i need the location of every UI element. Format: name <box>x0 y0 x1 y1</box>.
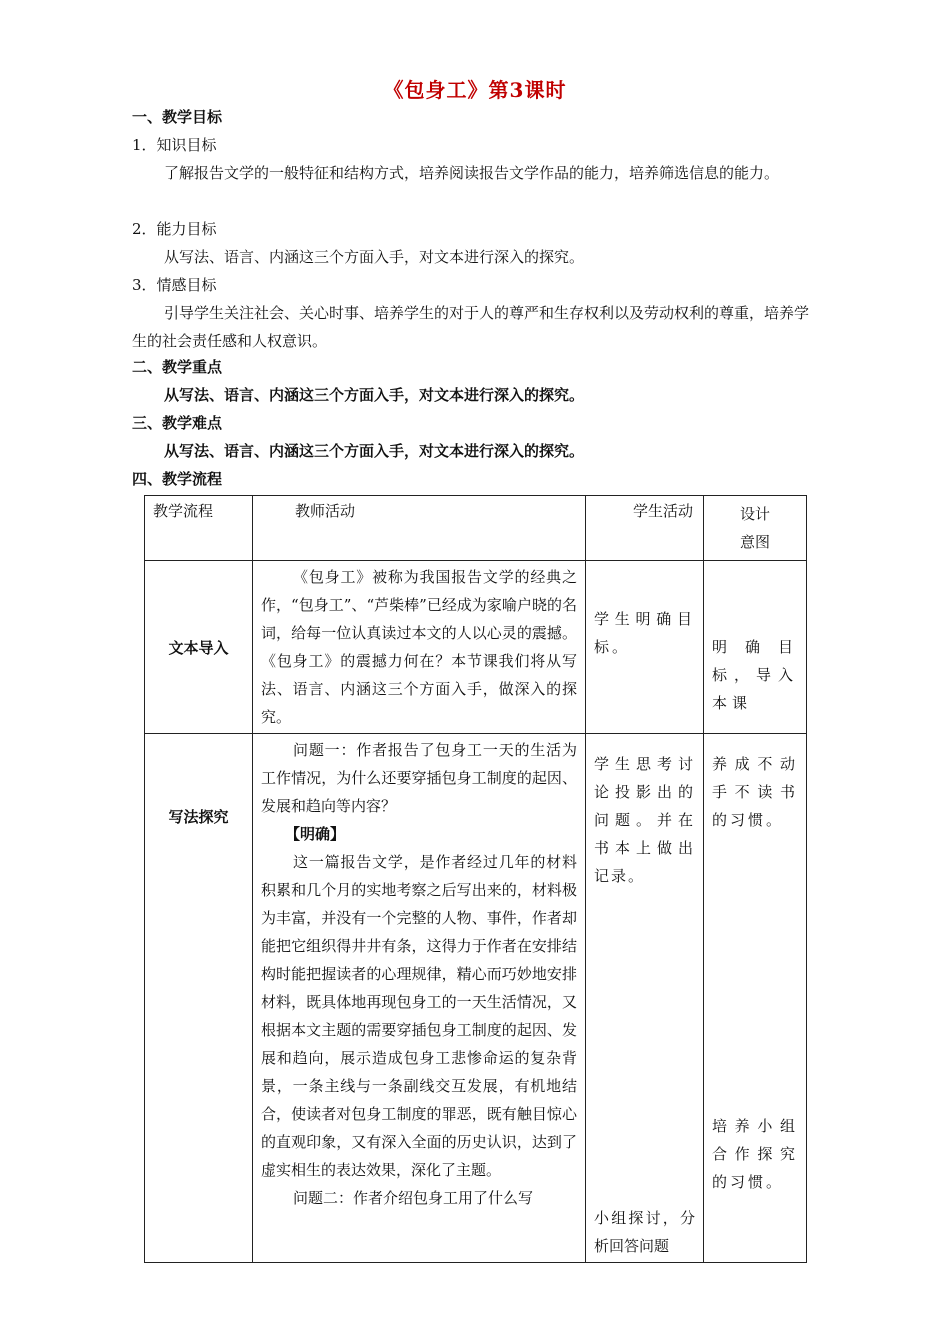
student-activity-writing: 学生思考讨论投影出的问题。并在书本上做出记录。 小组探讨，分析回答问题 <box>586 734 704 1263</box>
key-points-text: 从写法、语言、内涵这三个方面入手，对文本进行深入的探究。 <box>164 386 585 404</box>
table-row <box>145 734 807 1263</box>
header-intent: 设计意图 <box>704 496 807 561</box>
difficulties-text: 从写法、语言、内涵这三个方面入手，对文本进行深入的探究。 <box>164 442 585 460</box>
stage-writing: 写法探究 <box>145 734 253 1263</box>
header-stage: 教学流程 <box>145 496 253 561</box>
clarify-label: 【明确】 <box>285 825 346 843</box>
table-row <box>145 561 807 734</box>
subheading-emotion: 3．情感目标 <box>132 276 217 294</box>
knowledge-text: 了解报告文学的一般特征和结构方式，培养阅读报告文学作品的能力，培养筛选信息的能力。 <box>164 164 780 182</box>
answer-text: 这一篇报告文学，是作者经过几年的材料积累和几个月的实地考察之后写出来的，材料极为丰富，并没有一个完整的人物、事件，作者却能把它组织得井井有条，这得力于作者在安排结构时能把握读者的心理规律，精心而巧妙地安排材料，既具体地再现包身工的一天生活情况，又根据本文主题的需要穿插包身工制度的起因、发展和趋向，展示造成包身工悲惨命运的复杂背景，一条主线与一条副线交互发展，有机地结合，使读者对包身工制度的罪恶，既有触目惊心的直观印象，又有深入全面的历史认识，达到了虚实相生的表达效果，深化了主题。 <box>261 853 577 1179</box>
question-two: 问题二：作者介绍包身工用了什么写 <box>293 1189 534 1207</box>
student-activity-intro: 学生明确目标。 <box>586 561 704 734</box>
ability-text: 从写法、语言、内涵这三个方面入手，对文本进行深入的探究。 <box>164 248 585 266</box>
header-student: 学生活动 <box>586 496 704 561</box>
stage-intro: 文本导入 <box>145 561 253 734</box>
section-heading-difficulties: 三、教学难点 <box>132 414 223 432</box>
subheading-ability: 2．能力目标 <box>132 220 217 238</box>
question-one: 问题一：作者报告了包身工一天的生活为工作情况，为什么还要穿插包身工制度的起因、发展和趋向等内容？ <box>261 741 577 815</box>
header-teacher: 教师活动 <box>253 496 586 561</box>
teaching-process-table <box>144 495 807 1263</box>
section-heading-key-points: 二、教学重点 <box>132 358 223 376</box>
emotion-text: 引导学生关注社会、关心时事、培养学生的对于人的尊严和生存权利以及劳动权利的尊重，培养学生的社会责任感和人权意识。 <box>132 304 810 350</box>
intent-writing: 养成不动手不读书的习惯。 培养小组合作探究的习惯。 <box>704 734 807 1263</box>
subheading-knowledge: 1．知识目标 <box>132 136 217 154</box>
section-heading-process: 四、教学流程 <box>132 470 223 488</box>
teacher-activity-writing <box>253 734 586 1263</box>
section-heading-objectives: 一、教学目标 <box>132 108 223 126</box>
teacher-activity-intro: 《包身工》被称为我国报告文学的经典之作，“包身工”、“芦柴棒”已经成为家喻户晓的名词，给每一位认真读过本文的人以心灵的震撼。《包身工》的震撼力何在？本节课我们将从写法、语言、内涵这三个方面入手，做深入的探究。 <box>253 561 586 734</box>
intent-intro: 明确目标，导入本课 <box>704 561 807 734</box>
document-title: 《包身工》第3课时 <box>383 78 567 102</box>
table-header-row <box>145 496 807 561</box>
